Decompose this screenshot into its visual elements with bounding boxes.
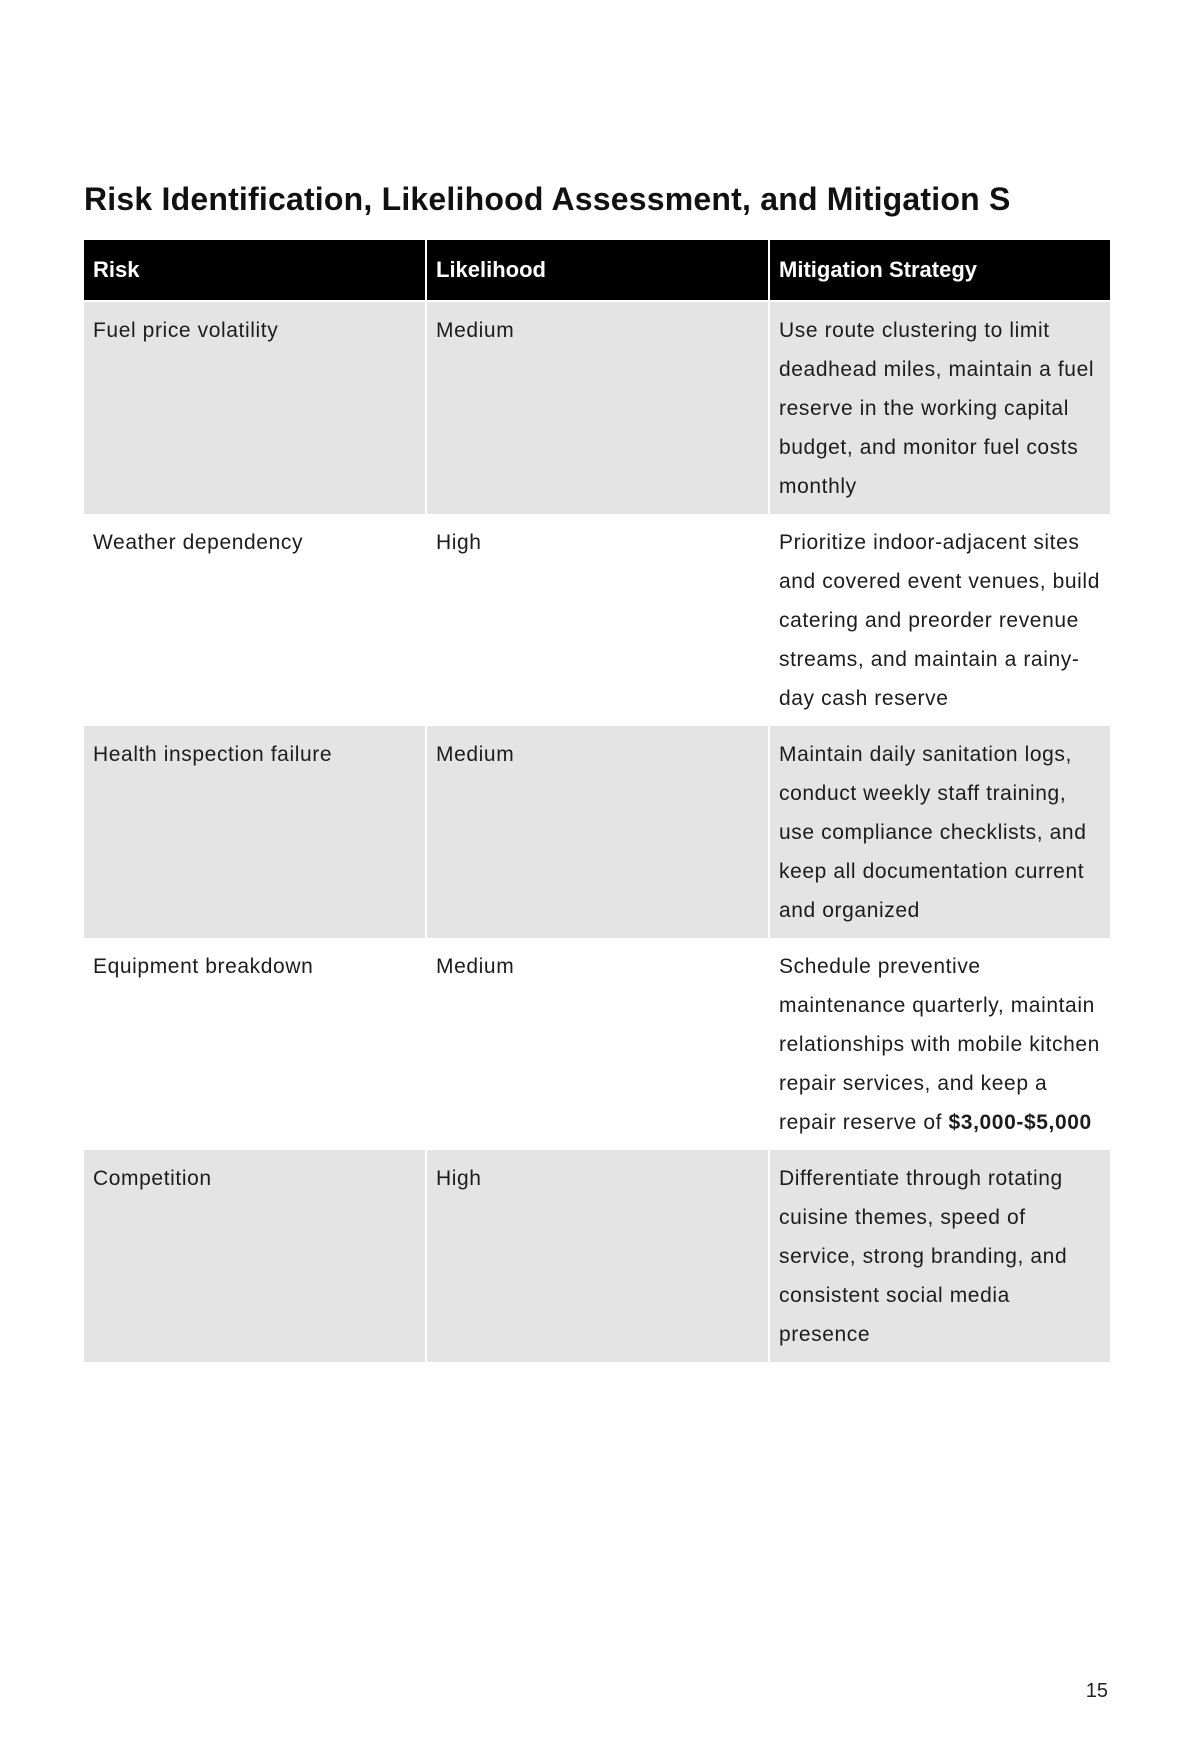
mitigation-cell: Use route clustering to limit deadhead miles, maintain a fuel reserve in the working capital budget, and monitor fuel costs monthly (768, 302, 1110, 514)
column-header-mitigation-strategy: Mitigation Strategy (768, 240, 1110, 302)
risk-cell: Competition (84, 1150, 425, 1362)
likelihood-cell: Medium (425, 938, 768, 1150)
risk-cell: Health inspection failure (84, 726, 425, 938)
risk-cell: Weather dependency (84, 514, 425, 726)
risk-cell: Fuel price volatility (84, 302, 425, 514)
column-header-likelihood: Likelihood (425, 240, 768, 302)
page-number: 15 (1085, 1680, 1108, 1702)
likelihood-cell: Medium (425, 726, 768, 938)
table-header-row (84, 240, 1110, 302)
mitigation-cell (768, 938, 1110, 1150)
likelihood-cell: Medium (425, 302, 768, 514)
likelihood-cell: High (425, 514, 768, 726)
column-header-risk: Risk (84, 240, 425, 302)
table-row (84, 514, 1110, 726)
table-row (84, 938, 1110, 1150)
likelihood-cell: High (425, 1150, 768, 1362)
repair-reserve-amount: $3,000-$5,000 (948, 1111, 1092, 1134)
mitigation-cell: Maintain daily sanitation logs, conduct weekly staff training, use compliance checklists, and keep all documentation current and organized (768, 726, 1110, 938)
table-row (84, 726, 1110, 938)
mitigation-text: Schedule preventive maintenance quarterly, maintain relationships with mobile kitchen repair services, and keep a repair reserve of (779, 955, 1100, 1134)
risk-cell: Equipment breakdown (84, 938, 425, 1150)
mitigation-cell: Differentiate through rotating cuisine themes, speed of service, strong branding, and consistent social media presence (768, 1150, 1110, 1362)
table-row (84, 302, 1110, 514)
page-title: Risk Identification, Likelihood Assessment, and Mitigation S (84, 181, 1011, 217)
risk-table (84, 240, 1110, 1362)
table-row (84, 1150, 1110, 1362)
mitigation-cell: Prioritize indoor-adjacent sites and covered event venues, build catering and preorder revenue streams, and maintain a rainy-day cash reserve (768, 514, 1110, 726)
